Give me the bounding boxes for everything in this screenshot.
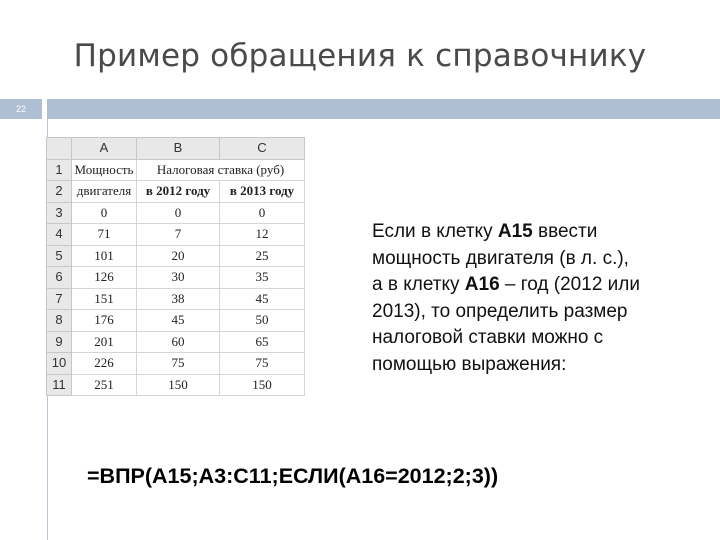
table-row [47,245,305,267]
row-header: 3 [47,202,72,224]
table-cell: 50 [220,310,305,332]
table-cell: 201 [72,331,137,353]
table-cell: 45 [220,288,305,310]
description-text [372,219,672,378]
table-cell: 150 [137,374,220,396]
desc-part: – год (2012 или 2013), то определить размер налоговой ставки можно с помощью выражения: [372,274,640,375]
table-cell: 7 [137,224,220,246]
table-cell: 151 [72,288,137,310]
table-row [47,224,305,246]
desc-part: ввести мощность двигателя (в л. с.), [372,221,629,269]
row-header: 8 [47,310,72,332]
cell-power-header: Мощность [72,159,137,181]
table-cell: 20 [137,245,220,267]
table-cell: 60 [137,331,220,353]
column-header-row [47,138,305,160]
row-header: 7 [47,288,72,310]
table-row [47,374,305,396]
spreadsheet-table [46,137,305,396]
column-header: B [137,138,220,160]
table-cell: 0 [220,202,305,224]
table-cell: 38 [137,288,220,310]
row-header: 9 [47,331,72,353]
table-cell: 75 [220,353,305,375]
table-row [47,288,305,310]
formula-text: =ВПР(A15;A3:C11;ЕСЛИ(A16=2012;2;3)) [87,464,499,488]
table-row [47,202,305,224]
column-header: C [220,138,305,160]
slide-title: Пример обращения к справочнику [73,38,647,74]
table-cell: 126 [72,267,137,289]
table-cell: 226 [72,353,137,375]
table-cell: 0 [137,202,220,224]
desc-part: Если в клетку [372,221,498,242]
table-row [47,181,305,203]
table-row [47,159,305,181]
row-header: 10 [47,353,72,375]
row-header: 6 [47,267,72,289]
table-cell: 35 [220,267,305,289]
row-header: 1 [47,159,72,181]
slide-number: 22 [15,104,26,114]
table-cell: 45 [137,310,220,332]
row-header: 11 [47,374,72,396]
table-row [47,267,305,289]
table-cell: 176 [72,310,137,332]
table-row [47,331,305,353]
row-header: 2 [47,181,72,203]
desc-bold-a15: А15 [497,221,533,242]
corner-cell [47,138,72,160]
table-cell: 150 [220,374,305,396]
table-cell: 71 [72,224,137,246]
table-cell: 12 [220,224,305,246]
table-cell: 25 [220,245,305,267]
table-cell: 65 [220,331,305,353]
table-cell: 101 [72,245,137,267]
column-header: A [72,138,137,160]
row-header: 4 [47,224,72,246]
cell-2013-header: в 2013 году [220,181,305,203]
table-row [47,353,305,375]
cell-2012-header: в 2012 году [137,181,220,203]
table-row [47,310,305,332]
table-cell: 75 [137,353,220,375]
cell-engine-header: двигателя [72,181,137,203]
desc-bold-a16: А16 [464,274,500,295]
row-header: 5 [47,245,72,267]
table-cell: 251 [72,374,137,396]
title-bar [47,99,720,119]
cell-tax-rate-header: Налоговая ставка (руб) [137,159,305,181]
table-cell: 0 [72,202,137,224]
table-cell: 30 [137,267,220,289]
desc-part: а в клетку [372,274,465,295]
